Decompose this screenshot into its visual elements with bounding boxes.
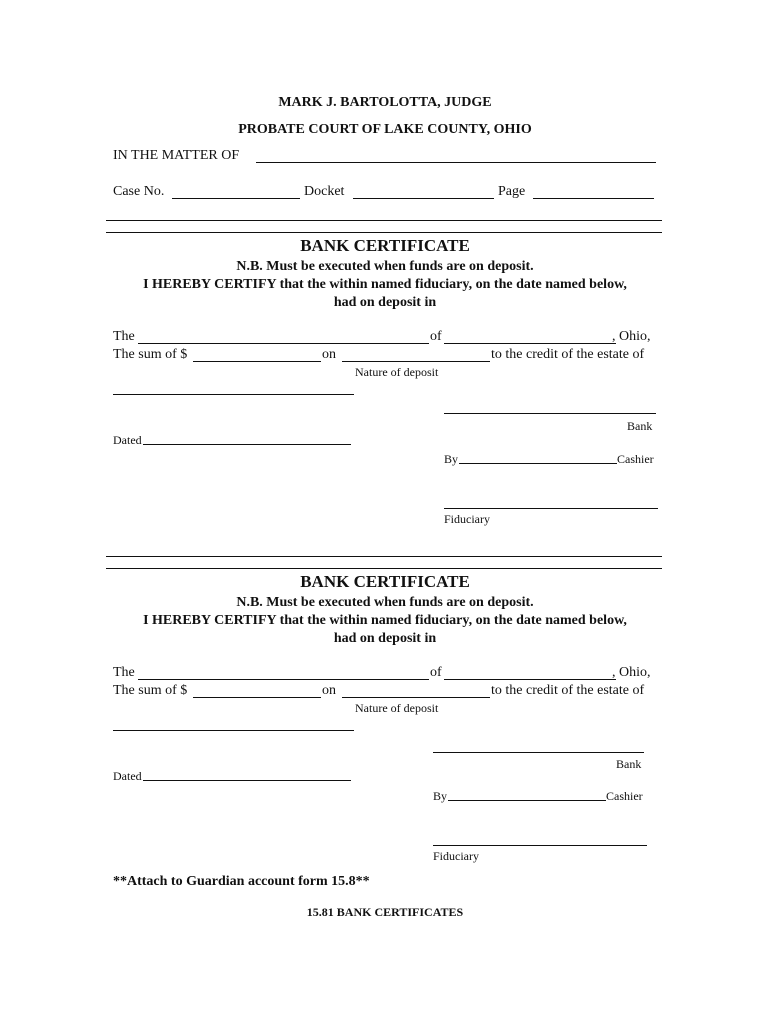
cashier-label: Cashier xyxy=(606,789,643,803)
judge-name: MARK J. BARTOLOTTA, JUDGE xyxy=(278,95,492,110)
cashier-signature-field[interactable] xyxy=(459,463,617,464)
on-label: on xyxy=(322,683,336,698)
dated-field[interactable] xyxy=(143,780,351,781)
on-label: on xyxy=(322,347,336,362)
deposit-nature-field[interactable] xyxy=(342,361,490,362)
estate-name-field[interactable] xyxy=(113,730,354,731)
court-name: PROBATE COURT OF LAKE COUNTY, OHIO xyxy=(238,122,532,137)
credit-label: to the credit of the estate of xyxy=(491,347,645,362)
amount-field[interactable] xyxy=(193,361,321,362)
fiduciary-label: Fiduciary xyxy=(444,512,490,526)
docket-label: Docket xyxy=(304,184,345,199)
the-label: The xyxy=(113,665,135,680)
case-no-label: Case No. xyxy=(113,184,165,199)
certificate-title: BANK CERTIFICATE xyxy=(300,572,470,591)
bank-name-field[interactable] xyxy=(138,343,429,344)
sum-label: The sum of $ xyxy=(113,683,188,698)
by-label: By xyxy=(444,452,459,466)
ohio-label: , Ohio, xyxy=(612,665,651,680)
city-field[interactable] xyxy=(444,343,616,344)
dated-label: Dated xyxy=(113,433,142,447)
estate-name-field[interactable] xyxy=(113,394,354,395)
dated-field[interactable] xyxy=(143,444,351,445)
bank-label: Bank xyxy=(616,757,642,771)
attach-note: **Attach to Guardian account form 15.8** xyxy=(113,874,370,889)
nb-note: N.B. Must be executed when funds are on deposit. xyxy=(236,259,534,274)
certify-text-line1: I HEREBY CERTIFY that the within named fiduciary, on the date named below, xyxy=(143,613,627,628)
cashier-signature-field[interactable] xyxy=(448,800,606,801)
certificate-title: BANK CERTIFICATE xyxy=(300,236,470,255)
by-label: By xyxy=(433,789,448,803)
deposit-nature-field[interactable] xyxy=(342,697,490,698)
bank-name-field[interactable] xyxy=(138,679,429,680)
nature-of-deposit-label: Nature of deposit xyxy=(355,365,439,379)
form-id: 15.81 BANK CERTIFICATES xyxy=(306,905,464,919)
page-label: Page xyxy=(498,184,526,199)
fiduciary-signature-field[interactable] xyxy=(444,508,658,509)
of-label: of xyxy=(430,329,442,344)
nb-note: N.B. Must be executed when funds are on deposit. xyxy=(236,595,534,610)
bank-signature-field[interactable] xyxy=(433,752,644,753)
city-field[interactable] xyxy=(444,679,616,680)
ohio-label: , Ohio, xyxy=(612,329,651,344)
amount-field[interactable] xyxy=(193,697,321,698)
the-label: The xyxy=(113,329,135,344)
divider xyxy=(106,568,662,569)
matter-label: IN THE MATTER OF xyxy=(113,148,240,163)
certify-text-line2: had on deposit in xyxy=(333,631,437,646)
fiduciary-label: Fiduciary xyxy=(433,849,479,863)
cashier-label: Cashier xyxy=(617,452,654,466)
of-label: of xyxy=(430,665,442,680)
certify-text-line1: I HEREBY CERTIFY that the within named fiduciary, on the date named below, xyxy=(143,277,627,292)
sum-label: The sum of $ xyxy=(113,347,188,362)
dated-label: Dated xyxy=(113,769,142,783)
fiduciary-signature-field[interactable] xyxy=(433,845,647,846)
credit-label: to the credit of the estate of xyxy=(491,683,645,698)
certify-text-line2: had on deposit in xyxy=(333,295,437,310)
nature-of-deposit-label: Nature of deposit xyxy=(355,701,439,715)
divider xyxy=(106,556,662,557)
bank-signature-field[interactable] xyxy=(444,413,656,414)
bank-label: Bank xyxy=(627,419,653,433)
